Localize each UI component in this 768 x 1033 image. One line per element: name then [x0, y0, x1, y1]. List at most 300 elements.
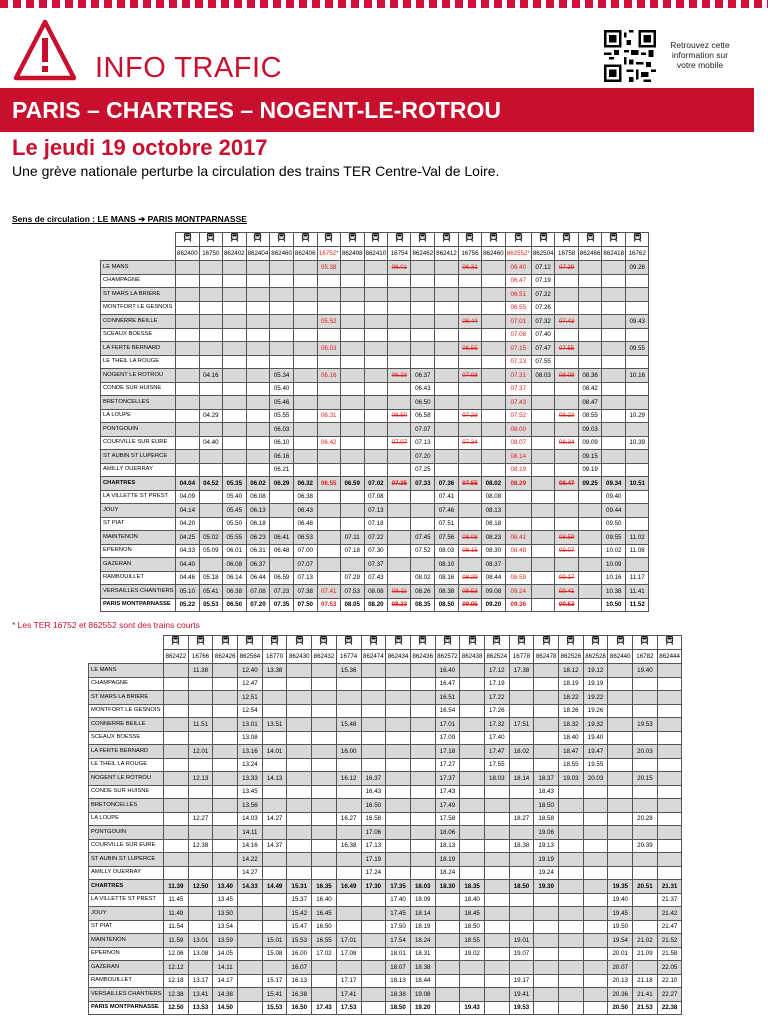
departure-time	[626, 328, 649, 342]
departure-time	[657, 664, 682, 678]
qr-code-icon[interactable]	[604, 30, 656, 82]
departure-time	[411, 301, 435, 315]
departure-time	[509, 758, 534, 772]
departure-time: 04.09	[176, 490, 200, 504]
departure-time: 07.07	[411, 423, 435, 437]
departure-time: 08.18	[482, 517, 506, 531]
departure-time: 18.35	[460, 880, 485, 894]
departure-time	[222, 423, 246, 437]
departure-time: 04.29	[199, 409, 222, 423]
departure-time	[484, 934, 509, 948]
departure-time: 18.03	[484, 772, 509, 786]
departure-time	[188, 893, 213, 907]
departure-time: 20.50	[608, 1001, 633, 1015]
departure-time	[361, 758, 386, 772]
departure-time	[270, 315, 294, 329]
departure-time: 07.13	[293, 571, 317, 585]
departure-time	[340, 355, 364, 369]
departure-time	[531, 598, 555, 612]
departure-time: 04.14	[176, 504, 200, 518]
departure-time	[435, 450, 459, 464]
departure-time: 11.51	[188, 718, 213, 732]
departure-time	[262, 907, 287, 921]
departure-time: 07.13	[411, 436, 435, 450]
departure-time	[534, 907, 559, 921]
departure-time	[578, 558, 602, 572]
station-name: CONNERRE BEILLE	[89, 718, 164, 732]
departure-time: 07.53	[340, 585, 364, 599]
departure-time: 05.34	[270, 369, 294, 383]
departure-time: 19.32	[583, 718, 608, 732]
departure-time: 08.38	[435, 585, 459, 599]
departure-time	[410, 839, 435, 853]
departure-time	[293, 288, 317, 302]
departure-time: 16.38	[287, 988, 312, 1002]
departure-time: 18.31	[410, 947, 435, 961]
departure-time	[176, 355, 200, 369]
train-number: 862412	[435, 247, 459, 261]
departure-time: 16.00	[287, 947, 312, 961]
station-name: MAINTENON	[89, 934, 164, 948]
departure-time	[534, 947, 559, 961]
station-name: PONTGOUIN	[101, 423, 176, 437]
departure-time	[583, 947, 608, 961]
departure-time	[578, 598, 602, 612]
departure-time: 20.03	[633, 745, 658, 759]
departure-time	[482, 369, 506, 383]
station-name: LE MANS	[89, 664, 164, 678]
departure-time	[270, 355, 294, 369]
departure-time	[509, 961, 534, 975]
departure-time: 12.06	[164, 947, 189, 961]
departure-time	[262, 704, 287, 718]
departure-time: 18.50	[460, 920, 485, 934]
departure-time: 07.00	[293, 544, 317, 558]
departure-time: 07.32	[531, 315, 555, 329]
departure-time	[602, 396, 626, 410]
departure-time: 18.38	[509, 839, 534, 853]
departure-time	[484, 907, 509, 921]
departure-time: 05.41	[199, 585, 222, 599]
departure-time	[222, 288, 246, 302]
departure-time: 10.16	[602, 571, 626, 585]
departure-time: 11.41	[626, 585, 649, 599]
departure-time: 15.53	[262, 1001, 287, 1015]
departure-time	[364, 409, 388, 423]
departure-time	[270, 301, 294, 315]
departure-time: 15.31	[287, 880, 312, 894]
departure-time: 21.31	[657, 880, 682, 894]
departure-time	[608, 866, 633, 880]
departure-time	[626, 463, 649, 477]
departure-time	[460, 691, 485, 705]
departure-time	[340, 342, 364, 356]
departure-time	[361, 745, 386, 759]
departure-time	[583, 1001, 608, 1015]
departure-time	[626, 558, 649, 572]
departure-time	[531, 490, 555, 504]
station-name: CHARTRES	[89, 880, 164, 894]
train-icon	[238, 636, 263, 650]
departure-time: 17.38	[509, 664, 534, 678]
departure-time	[410, 799, 435, 813]
departure-time	[657, 731, 682, 745]
departure-time	[164, 812, 189, 826]
departure-time	[246, 423, 270, 437]
train-number: 862524	[484, 650, 509, 664]
train-number: 16762	[626, 247, 649, 261]
departure-time	[411, 558, 435, 572]
departure-time: 17.06	[361, 826, 386, 840]
station-name: ST PIAT	[89, 920, 164, 934]
departure-time	[388, 504, 411, 518]
departure-time	[176, 463, 200, 477]
train-number: 862400	[176, 247, 200, 261]
cancelled-time: 06.50	[388, 409, 411, 423]
departure-time	[293, 301, 317, 315]
departure-time: 19.40	[583, 731, 608, 745]
departure-time	[484, 826, 509, 840]
departure-time: 06.32	[293, 477, 317, 491]
departure-time	[246, 463, 270, 477]
station-name: VERSAILLES CHANTIERS	[101, 585, 176, 599]
departure-time	[460, 785, 485, 799]
departure-time: 13.33	[238, 772, 263, 786]
departure-time: 06.50	[411, 396, 435, 410]
departure-time: 18.30	[435, 880, 460, 894]
departure-time: 14.27	[238, 866, 263, 880]
departure-time: 18.58	[534, 812, 559, 826]
departure-time: 08.36	[578, 369, 602, 383]
departure-time: 07.26	[531, 301, 555, 315]
departure-time	[199, 558, 222, 572]
departure-time	[410, 853, 435, 867]
cancelled-time: 08.11	[388, 585, 411, 599]
corner-cell	[89, 650, 164, 664]
train-icon	[484, 636, 509, 650]
departure-time	[460, 974, 485, 988]
departure-time	[388, 558, 411, 572]
departure-time: 05.50	[222, 517, 246, 531]
departure-time	[361, 664, 386, 678]
departure-time	[188, 731, 213, 745]
departure-time	[364, 423, 388, 437]
train-number: 862572	[435, 650, 460, 664]
table-row	[89, 664, 682, 678]
departure-time	[199, 301, 222, 315]
departure-time: 08.16	[435, 571, 459, 585]
departure-time: 06.47	[505, 274, 531, 288]
departure-time	[460, 772, 485, 786]
table-row	[101, 288, 649, 302]
departure-time	[626, 274, 649, 288]
departure-time	[608, 853, 633, 867]
departure-time	[482, 409, 506, 423]
train-number: 862404	[246, 247, 270, 261]
departure-time: 14.49	[262, 880, 287, 894]
departure-time	[531, 585, 555, 599]
departure-time	[555, 450, 578, 464]
departure-time	[460, 745, 485, 759]
departure-time	[657, 718, 682, 732]
departure-time	[222, 261, 246, 275]
departure-time	[317, 288, 340, 302]
cancelled-time: 08.23	[555, 409, 578, 423]
departure-time	[312, 853, 337, 867]
departure-time: 07.01	[505, 315, 531, 329]
departure-time: 06.31	[317, 409, 340, 423]
departure-time: 18.01	[386, 947, 411, 961]
departure-time	[482, 396, 506, 410]
departure-time	[435, 274, 459, 288]
departure-time	[388, 301, 411, 315]
footnote: * Les TER 16752 et 862552 sont des trains courts	[12, 620, 200, 630]
train-number: 862402	[222, 247, 246, 261]
departure-time: 19.43	[460, 1001, 485, 1015]
departure-time: 13.24	[238, 758, 263, 772]
departure-time	[246, 288, 270, 302]
departure-time: 21.41	[633, 988, 658, 1002]
departure-time: 06.03	[270, 423, 294, 437]
departure-time	[435, 961, 460, 975]
departure-time	[534, 731, 559, 745]
departure-time	[633, 677, 658, 691]
train-number: 862426	[213, 650, 238, 664]
departure-time: 13.38	[262, 664, 287, 678]
departure-time	[559, 988, 584, 1002]
departure-time	[386, 785, 411, 799]
departure-time: 20.13	[608, 974, 633, 988]
departure-time	[626, 517, 649, 531]
departure-time	[312, 691, 337, 705]
departure-time: 08.42	[578, 382, 602, 396]
departure-time: 17.41	[336, 988, 361, 1002]
departure-time	[657, 812, 682, 826]
train-number: 16756	[458, 247, 481, 261]
departure-time	[317, 274, 340, 288]
departure-time	[213, 785, 238, 799]
departure-time	[509, 704, 534, 718]
departure-time: 05.35	[222, 477, 246, 491]
departure-time	[608, 758, 633, 772]
departure-time	[312, 731, 337, 745]
departure-time: 14.11	[238, 826, 263, 840]
departure-time: 21.47	[657, 920, 682, 934]
departure-time: 13.54	[213, 920, 238, 934]
departure-time: 04.04	[176, 477, 200, 491]
departure-time: 12.18	[164, 974, 189, 988]
departure-time: 18.12	[559, 664, 584, 678]
table-row	[101, 315, 649, 329]
corner-cell	[101, 233, 176, 247]
departure-time	[188, 866, 213, 880]
departure-time: 11.59	[164, 934, 189, 948]
departure-time	[222, 436, 246, 450]
departure-time: 09.36	[505, 598, 531, 612]
departure-time: 14.17	[213, 974, 238, 988]
departure-time	[482, 315, 506, 329]
departure-time	[361, 893, 386, 907]
departure-time	[364, 396, 388, 410]
departure-time	[262, 920, 287, 934]
departure-time: 17.58	[435, 812, 460, 826]
departure-time: 19.08	[410, 988, 435, 1002]
departure-time	[238, 920, 263, 934]
departure-time	[364, 382, 388, 396]
departure-time: 16.07	[287, 961, 312, 975]
departure-time	[199, 261, 222, 275]
departure-time	[509, 677, 534, 691]
departure-time	[361, 731, 386, 745]
departure-time: 17.01	[435, 718, 460, 732]
train-number: 862408	[340, 247, 364, 261]
departure-time: 08.02	[482, 477, 506, 491]
train-number: 862474	[361, 650, 386, 664]
departure-time: 06.43	[411, 382, 435, 396]
departure-time	[583, 853, 608, 867]
train-number: 862466	[578, 247, 602, 261]
departure-time	[534, 758, 559, 772]
train-icon	[246, 233, 270, 247]
cancelled-time: 07.07	[388, 436, 411, 450]
train-icon	[583, 636, 608, 650]
departure-time: 08.07	[505, 436, 531, 450]
departure-time	[361, 704, 386, 718]
departure-time: 16.12	[336, 772, 361, 786]
departure-time	[364, 274, 388, 288]
departure-time: 09.03	[578, 423, 602, 437]
station-name: LA LOUPE	[89, 812, 164, 826]
departure-time: 12.27	[188, 812, 213, 826]
departure-time	[555, 301, 578, 315]
departure-time	[188, 907, 213, 921]
table-row	[89, 826, 682, 840]
departure-time	[388, 490, 411, 504]
station-name: JOUY	[89, 907, 164, 921]
page-title: INFO TRAFIC	[95, 52, 283, 84]
departure-time	[312, 664, 337, 678]
departure-time	[222, 355, 246, 369]
departure-time	[583, 839, 608, 853]
departure-time	[340, 450, 364, 464]
departure-time	[534, 718, 559, 732]
departure-time	[559, 920, 584, 934]
departure-time	[534, 920, 559, 934]
departure-time: 19.50	[608, 920, 633, 934]
departure-time	[361, 947, 386, 961]
departure-time	[312, 839, 337, 853]
table-row	[89, 988, 682, 1002]
departure-time: 11.52	[626, 598, 649, 612]
departure-time	[386, 853, 411, 867]
train-number: 16782	[633, 650, 658, 664]
departure-time	[262, 826, 287, 840]
departure-time	[583, 988, 608, 1002]
departure-time: 19.24	[534, 866, 559, 880]
train-icon	[176, 233, 200, 247]
departure-time: 05.45	[222, 504, 246, 518]
departure-time: 17.17	[336, 974, 361, 988]
departure-time: 07.18	[340, 544, 364, 558]
departure-time: 16.58	[361, 812, 386, 826]
station-name: JOUY	[101, 504, 176, 518]
departure-time	[460, 704, 485, 718]
table-row	[101, 436, 649, 450]
departure-time: 18.02	[509, 745, 534, 759]
departure-time	[435, 920, 460, 934]
departure-time	[460, 826, 485, 840]
departure-time	[626, 288, 649, 302]
departure-time	[317, 531, 340, 545]
station-name: ST PIAT	[101, 517, 176, 531]
departure-time	[509, 731, 534, 745]
departure-time	[602, 274, 626, 288]
table-row	[89, 731, 682, 745]
departure-time	[578, 517, 602, 531]
departure-time	[213, 853, 238, 867]
departure-time: 08.48	[505, 544, 531, 558]
departure-time	[411, 504, 435, 518]
departure-time: 08.00	[505, 423, 531, 437]
departure-time: 05.38	[317, 261, 340, 275]
departure-time	[555, 517, 578, 531]
departure-time: 07.30	[364, 544, 388, 558]
table-row	[101, 450, 649, 464]
departure-time: 16.49	[336, 880, 361, 894]
station-name: RAMBOUILLET	[101, 571, 176, 585]
departure-time	[484, 893, 509, 907]
departure-time: 08.41	[505, 531, 531, 545]
departure-time	[340, 517, 364, 531]
departure-time	[534, 745, 559, 759]
cancelled-time: 08.29	[458, 571, 481, 585]
departure-time	[164, 745, 189, 759]
departure-time: 05.53	[199, 598, 222, 612]
departure-time: 07.08	[246, 585, 270, 599]
departure-time: 18.13	[386, 974, 411, 988]
departure-time	[386, 839, 411, 853]
table-row	[89, 947, 682, 961]
departure-time	[317, 423, 340, 437]
departure-time	[188, 704, 213, 718]
departure-time: 09.44	[602, 504, 626, 518]
cancelled-time: 06.33	[388, 369, 411, 383]
departure-time: 15.01	[262, 934, 287, 948]
departure-time	[364, 342, 388, 356]
departure-time: 08.29	[505, 477, 531, 491]
departure-time: 15.36	[336, 664, 361, 678]
departure-time: 21.58	[657, 947, 682, 961]
departure-time: 07.50	[293, 598, 317, 612]
train-number: 862526	[559, 650, 584, 664]
departure-time: 18.06	[435, 826, 460, 840]
departure-time	[364, 328, 388, 342]
departure-time	[293, 328, 317, 342]
departure-time	[583, 934, 608, 948]
departure-time: 07.56	[435, 531, 459, 545]
table-row	[101, 598, 649, 612]
departure-time	[458, 490, 481, 504]
departure-time	[388, 315, 411, 329]
departure-time: 11.54	[164, 920, 189, 934]
departure-time	[317, 558, 340, 572]
departure-time: 20.01	[608, 947, 633, 961]
departure-time: 19.22	[583, 691, 608, 705]
top-stripe	[0, 0, 768, 8]
departure-time: 18.19	[559, 677, 584, 691]
departure-time: 06.31	[246, 544, 270, 558]
departure-time	[293, 436, 317, 450]
